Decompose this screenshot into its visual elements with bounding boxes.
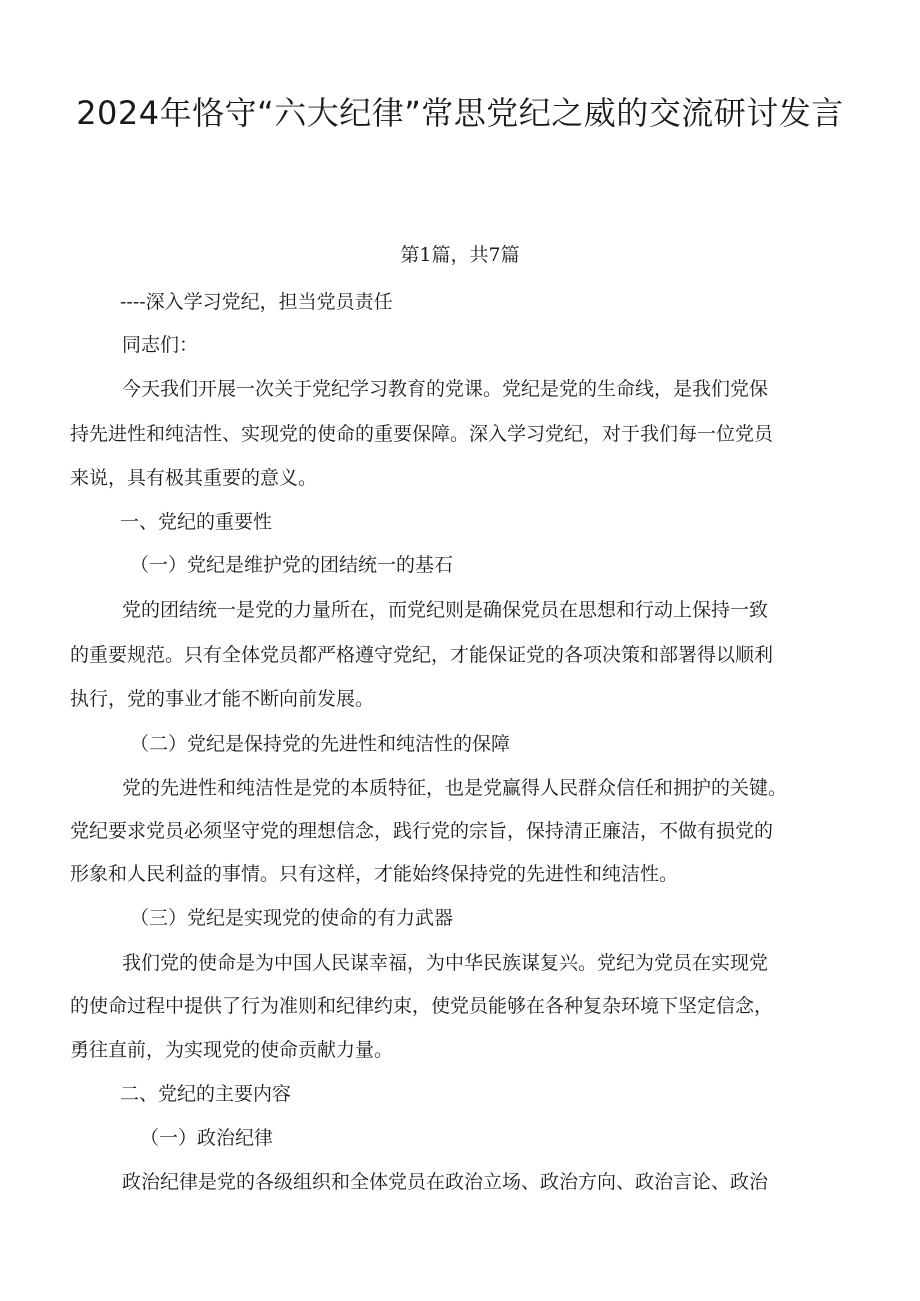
paragraph-line: 党的团结统一是党的力量所在，而党纪则是确保党员在思想和行动上保持一致 xyxy=(122,599,769,621)
paragraph-line: 执行，党的事业才能不断向前发展。 xyxy=(70,688,375,710)
section-heading: 一、党纪的重要性 xyxy=(120,511,273,533)
paragraph-line: 的重要规范。只有全体党员都严格遵守党纪，才能保证党的各项决策和部署得以顺利 xyxy=(70,644,774,666)
paragraph-line: 党的先进性和纯洁性是党的本质特征，也是党赢得人民群众信任和拥护的关键。 xyxy=(122,777,788,799)
page-indicator: 第1篇，共7篇 xyxy=(400,244,520,266)
subsection-heading: （二）党纪是保持党的先进性和纯洁性的保障 xyxy=(130,733,511,755)
paragraph-line: 政治纪律是党的各级组织和全体党员在政治立场、政治方向、政治言论、政治 xyxy=(122,1171,769,1193)
paragraph-line: 勇往直前，为实现党的使命贡献力量。 xyxy=(70,1039,394,1061)
subsection-heading: （一）党纪是维护党的团结统一的基石 xyxy=(130,554,454,576)
salutation: 同志们： xyxy=(122,334,199,356)
paragraph-line: 来说，具有极其重要的意义。 xyxy=(70,467,318,489)
paragraph-line: 形象和人民利益的事情。只有这样，才能始终保持党的先进性和纯洁性。 xyxy=(70,863,679,885)
subtitle: ----深入学习党纪，担当党员责任 xyxy=(120,291,393,313)
subsection-heading: （一）政治纪律 xyxy=(140,1127,274,1149)
paragraph-line: 党纪要求党员必须坚守党的理想信念，践行党的宗旨，保持清正廉洁，不做有损党的 xyxy=(70,820,774,842)
paragraph-line: 今天我们开展一次关于党纪学习教育的党课。党纪是党的生命线，是我们党保 xyxy=(122,378,769,400)
section-heading: 二、党纪的主要内容 xyxy=(120,1083,292,1105)
subsection-heading: （三）党纪是实现党的使命的有力武器 xyxy=(130,907,454,929)
paragraph-line: 持先进性和纯洁性、实现党的使命的重要保障。深入学习党纪，对于我们每一位党员 xyxy=(70,423,774,445)
document-title: 2024年恪守“六大纪律”常思党纪之威的交流研讨发言 xyxy=(76,94,844,132)
paragraph-line: 的使命过程中提供了行为准则和纪律约束，使党员能够在各种复杂环境下坚定信念， xyxy=(70,995,774,1017)
paragraph-line: 我们党的使命是为中国人民谋幸福，为中华民族谋复兴。党纪为党员在实现党 xyxy=(122,952,769,974)
